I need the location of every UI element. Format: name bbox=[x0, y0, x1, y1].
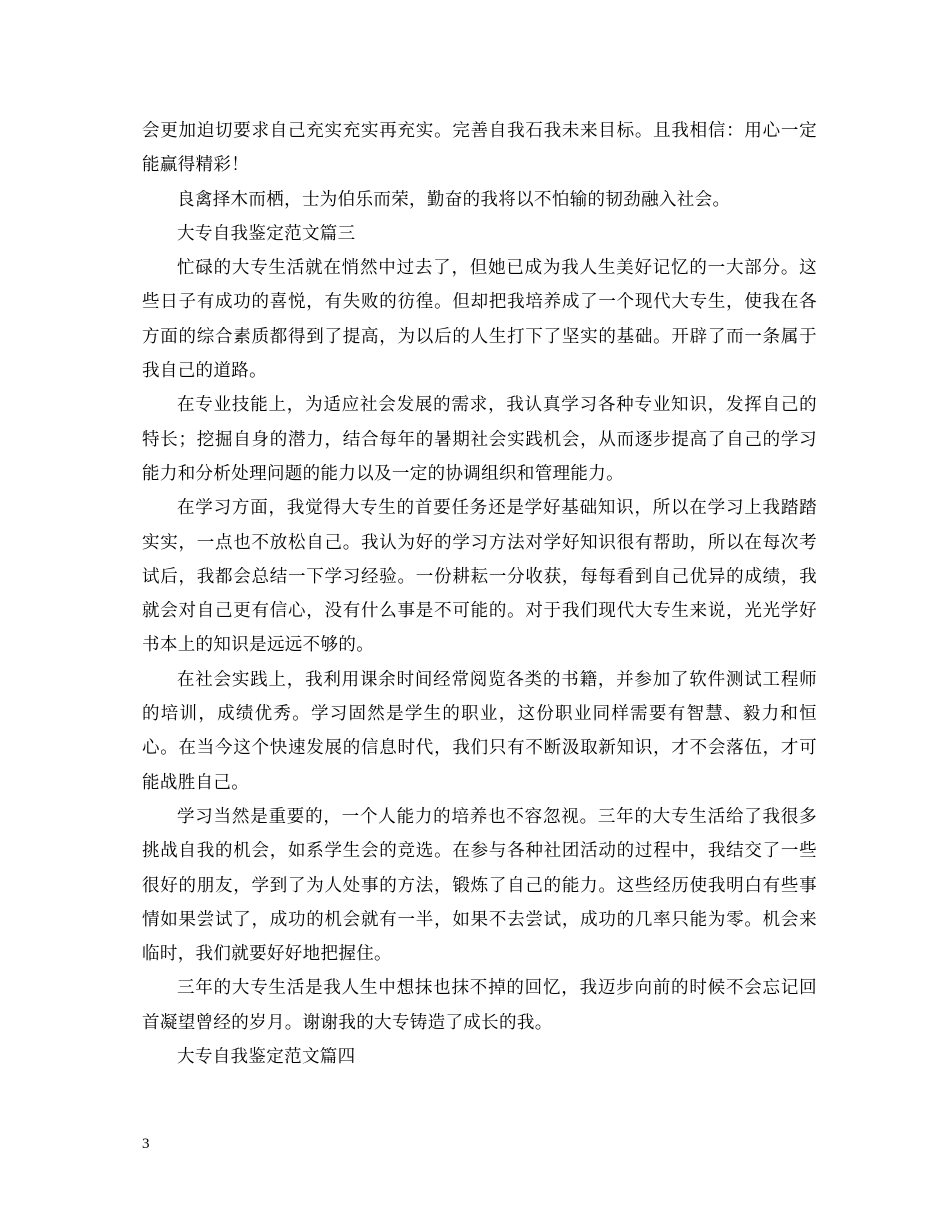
section-heading: 大专自我鉴定范文篇三 bbox=[177, 223, 356, 244]
paragraph: 忙碌的大专生活就在悄然中过去了，但她已成为我人生美好记忆的一大部分。这些日子有成功的喜悦，有失败的彷徨。但却把我培养成了一个现代大专生，使我在各方面的综合素质都得到了提高，为以后的人生打下了坚实的基础。开辟了而一条属于我自己的道路。 bbox=[142, 258, 817, 382]
page-number: 3 bbox=[142, 1136, 150, 1152]
body-text bbox=[142, 114, 817, 1074]
paragraph: 良禽择木而栖，士为伯乐而荣，勤奋的我将以不怕输的韧劲融入社会。 bbox=[177, 189, 731, 210]
paragraph-continuation: 会更加迫切要求自己充实充实再充实。完善自我石我未来目标。且我相信：用心一定能赢得精彩！ bbox=[142, 121, 817, 176]
paragraph: 在专业技能上，为适应社会发展的需求，我认真学习各种专业知识，发挥自己的特长；挖掘自身的潜力，结合每年的暑期社会实践机会，从而逐步提高了自己的学习能力和分析处理问题的能力以及一定的协调组织和管理能力。 bbox=[142, 395, 817, 484]
section-heading: 大专自我鉴定范文篇四 bbox=[177, 1047, 356, 1068]
paragraph: 学习当然是重要的，一个人能力的培养也不容忽视。三年的大专生活给了我很多挑战自我的机会，如系学生会的竞选。在参与各种社团活动的过程中，我结交了一些很好的朋友，学到了为人处事的方法，锻炼了自己的能力。这些经历使我明白有些事情如果尝试了，成功的机会就有一半，如果不去尝试，成功的几率只能为零。机会来临时，我们就要好好地把握住。 bbox=[142, 806, 817, 965]
paragraph: 在学习方面，我觉得大专生的首要任务还是学好基础知识，所以在学习上我踏踏实实，一点也不放松自己。我认为好的学习方法对学好知识很有帮助，所以在每次考试后，我都会总结一下学习经验。一份耕耘一分收获，每每看到自己优异的成绩，我就会对自己更有信心，没有什么事是不可能的。对于我们现代大专生来说，光光学好书本上的知识是远远不够的。 bbox=[142, 498, 817, 656]
paragraph: 在社会实践上，我利用课余时间经常阅览各类的书籍，并参加了软件测试工程师的培训，成绩优秀。学习固然是学生的职业，这份职业同样需要有智慧、毅力和恒心。在当今这个快速发展的信息时代，我们只有不断汲取新知识，才不会落伍，才可能战胜自己。 bbox=[142, 669, 817, 793]
paragraph: 三年的大专生活是我人生中想抹也抹不掉的回忆，我迈步向前的时候不会忘记回首凝望曾经的岁月。谢谢我的大专铸造了成长的我。 bbox=[142, 978, 817, 1033]
